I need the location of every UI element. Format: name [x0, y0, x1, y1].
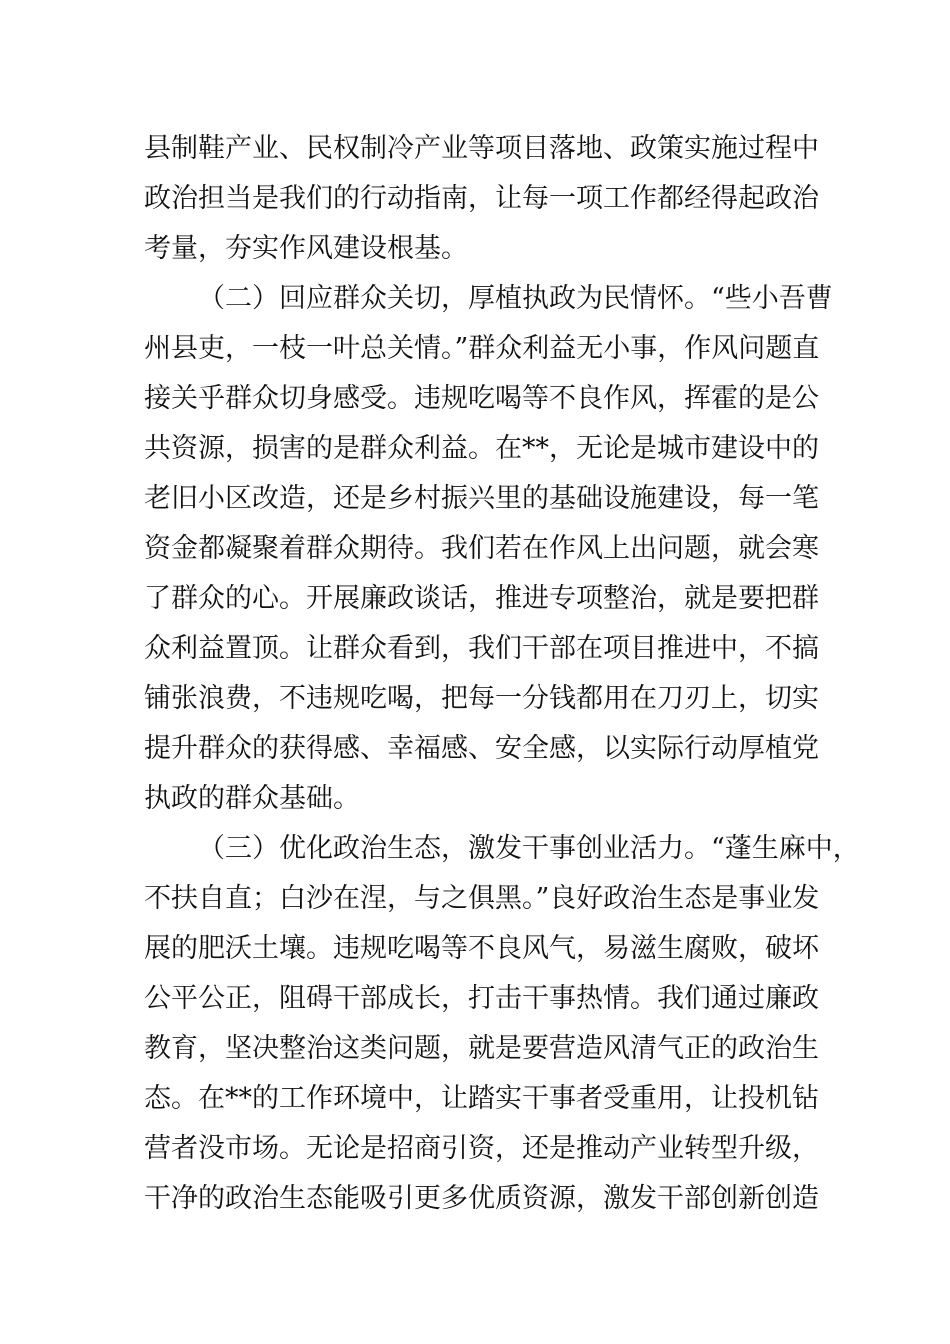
text-line: 了群众的心。开展廉政谈话，推进专项整治，就是要把群 — [144, 583, 819, 614]
text-line: 展的肥沃土壤。违规吃喝等不良风气，易滋生腐败，破坏 — [144, 933, 819, 964]
text-line: 县制鞋产业、民权制冷产业等项目落地、政策实施过程中 — [144, 133, 819, 164]
text-line: 资金都凝聚着群众期待。我们若在作风上出问题，就会寒 — [144, 533, 819, 564]
text-line: 执政的群众基础。 — [144, 783, 360, 814]
text-line: 营者没市场。无论是招商引资，还是推动产业转型升级， — [144, 1133, 819, 1164]
text-line: 干净的政治生态能吸引更多优质资源，激发干部创新创造 — [144, 1183, 819, 1214]
text-line: 接关乎群众切身感受。违规吃喝等不良作风，挥霍的是公 — [144, 383, 819, 414]
text-line: 州县吏，一枝一叶总关情。”群众利益无小事，作风问题直 — [144, 333, 820, 364]
text-line: 态。在**的工作环境中，让踏实干事者受重用，让投机钻 — [144, 1083, 819, 1114]
text-line: 共资源，损害的是群众利益。在**，无论是城市建设中的 — [144, 433, 819, 464]
text-line: 铺张浪费，不违规吃喝，把每一分钱都用在刀刃上，切实 — [144, 683, 819, 714]
text-line: 教育，坚决整治这类问题，就是要营造风清气正的政治生 — [144, 1033, 819, 1064]
text-line: 众利益置顶。让群众看到，我们干部在项目推进中，不搞 — [144, 633, 819, 664]
body-text — [144, 124, 860, 1224]
text-line: 不扶自直；白沙在涅，与之俱黑。”良好政治生态是事业发 — [144, 883, 820, 914]
text-line: 老旧小区改造，还是乡村振兴里的基础设施建设，每一笔 — [144, 483, 819, 514]
text-line: 公平公正，阻碍干部成长，打击干事热情。我们通过廉政 — [144, 983, 819, 1014]
text-line: 提升群众的获得感、幸福感、安全感，以实际行动厚植党 — [144, 733, 819, 764]
text-line: 政治担当是我们的行动指南，让每一项工作都经得起政治 — [144, 183, 819, 214]
section-heading-line: （二）回应群众关切，厚植执政为民情怀。“些小吾曹 — [198, 283, 833, 314]
section-heading-line: （三）优化政治生态，激发干事创业活力。“蓬生麻中， — [198, 833, 860, 864]
text-line: 考量，夯实作风建设根基。 — [144, 233, 468, 264]
